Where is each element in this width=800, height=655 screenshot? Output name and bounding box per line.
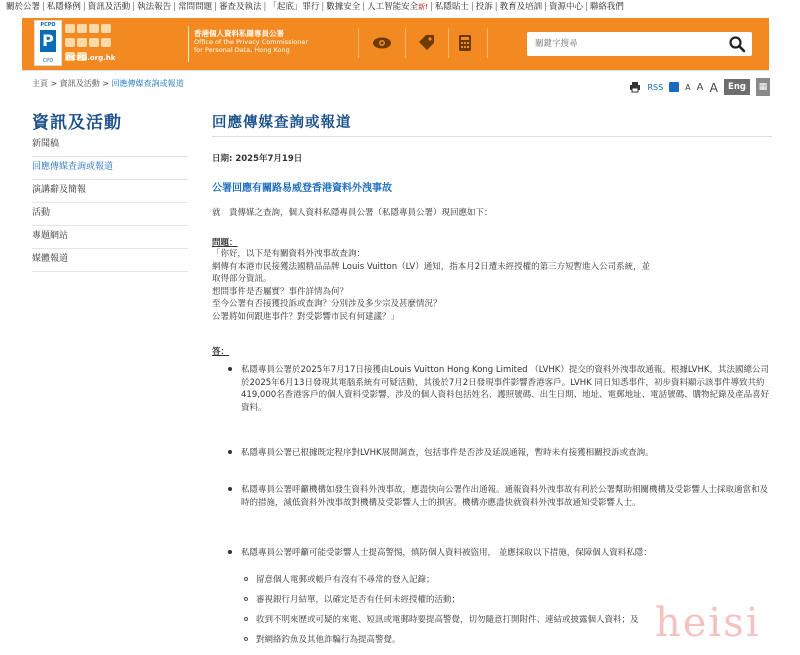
page-title: 回應傳媒查詢或報道 <box>212 115 352 131</box>
top-nav-link[interactable]: 常問問題 <box>178 2 213 12</box>
pcpd-logo[interactable] <box>34 20 122 68</box>
title-divider <box>212 136 772 137</box>
bullet-text: 私隱專員公署已根據既定程序對LVHK展開調查，包括事件是否涉及延誤通報，暫時未有接獲相關投訴或查詢。 <box>241 448 654 458</box>
print-icon[interactable] <box>629 81 641 93</box>
breadcrumb-section[interactable]: 資訊及活動 <box>59 79 100 88</box>
nav-separator: | <box>42 2 45 12</box>
question-line: 至今公署有否接獲投訴或查詢？分別涉及多少宗及甚麼情況？ <box>212 299 442 309</box>
search-box <box>527 32 752 56</box>
question-line: 網傳有本港市民接獲法國精品品牌 Louis Vuitton（LV）通知，指本月2日遭未經授權的第三方短暫進入公司系統，並 <box>212 261 651 272</box>
sub-bullet-dot <box>244 597 248 601</box>
font-size-small-button[interactable]: A <box>685 82 691 92</box>
pcpd-logo-mark <box>34 20 62 66</box>
top-nav-link[interactable]: 私隱條例 <box>46 2 81 12</box>
sidebar-item[interactable]: 媒體報道 <box>32 249 188 272</box>
nav-separator: | <box>263 2 267 12</box>
org-name-en-line2: for Personal Data, Hong Kong <box>194 46 290 54</box>
breadcrumb <box>32 78 184 89</box>
sidebar-item[interactable]: 回應傳媒查詢或報道 <box>32 157 188 180</box>
breadcrumb-separator: > <box>99 79 112 88</box>
font-size-large-button[interactable]: A <box>709 79 719 95</box>
top-nav-link[interactable]: 資源中心 <box>549 2 584 12</box>
top-nav-link[interactable]: 資訊及活動 <box>87 2 131 12</box>
tag-icon[interactable] <box>415 32 437 54</box>
nav-separator: | <box>132 2 136 12</box>
sidebar-item[interactable]: 演講辭及簡報 <box>32 180 188 203</box>
question-line: 公署將如何跟進事件？對受影響市民有何建議？」 <box>212 311 400 322</box>
nav-separator: | <box>494 2 498 12</box>
logo-top-text: PCPD <box>40 22 56 28</box>
grid-menu-icon[interactable]: ▦ <box>756 78 770 96</box>
nav-separator: | <box>470 2 474 12</box>
logo-url: PCPD.org.hk <box>66 54 116 62</box>
top-nav-link[interactable]: 執法報告 <box>137 2 172 12</box>
question-line: 想問事件是否屬實？事件詳情為何？ <box>212 286 349 297</box>
breadcrumb-separator: > <box>48 79 60 88</box>
bullet-dot <box>228 367 232 371</box>
watermark: heisi <box>655 600 761 646</box>
question-line: 取得部分資訊。 <box>212 274 272 284</box>
logo-letter: P <box>40 30 56 52</box>
nav-separator: | <box>214 2 217 12</box>
bullet-text: 私隱專員公署呼籲可能受影響人士提高警惕，慎防個人資料被盜用， 並應採取以下措施，保障個人資料私隱： <box>241 548 652 558</box>
nav-separator: | <box>429 2 433 12</box>
top-nav-link[interactable]: 「起底」罪行 <box>268 2 320 12</box>
bullet-dot <box>228 450 232 454</box>
sub-bullet-dot <box>244 577 248 581</box>
question-text <box>212 248 772 323</box>
sub-bullet-text: 對網絡釣魚及其他詐騙行為提高警覺。 <box>256 635 401 645</box>
language-english-button[interactable]: Eng <box>724 79 750 95</box>
bullet-text: 私隱專員公署呼籲機構如發生資料外洩事故，應盡快向公署作出通報。通報資料外洩事故有利於公署幫助相關機構及受影響人士採取適當和及時的措施，減低資料外洩事故對機構及受影響人士的損害。機構亦應盡快就資料外洩事故通知受影響人士。 <box>241 485 769 508</box>
top-nav-link[interactable]: 聯絡我們 <box>589 2 624 12</box>
banner-divider <box>188 26 189 62</box>
bullet-dot <box>228 550 232 554</box>
breadcrumb-home[interactable]: 主頁 <box>32 79 48 88</box>
nav-separator: | <box>321 2 325 12</box>
banner-separator <box>358 28 359 58</box>
banner-bottom-divider <box>22 70 769 71</box>
answer-label: 答： <box>212 347 230 357</box>
rss-icon[interactable] <box>669 82 679 92</box>
top-navigation <box>0 0 800 14</box>
nav-separator: | <box>585 2 588 12</box>
sidebar-menu <box>32 134 188 272</box>
sub-bullet-text: 審視銀行月結單，以確定是否有任何未經授權的活動； <box>256 595 461 605</box>
top-nav-link[interactable]: 人工智能安全 <box>367 2 419 12</box>
sidebar-item[interactable]: 新聞稿 <box>32 134 188 157</box>
eye-icon[interactable] <box>371 32 393 54</box>
top-nav-link[interactable]: 審查及執法 <box>218 2 262 12</box>
org-name-en-line1: Office of the Privacy Commissioner <box>194 38 309 46</box>
search-icon[interactable] <box>728 35 746 53</box>
breadcrumb-current[interactable]: 回應傳媒查詢或報道 <box>111 79 184 88</box>
bullet-text: 私隱專員公署於2025年7月17日接獲由Louis Vuitton Hong Kong Limited （LVHK）提交的資料外洩事故通報。根據LVHK，其法國總公司於2025年6月13日發現其電腦系統有可疑活動，其後於7月2日發現事件影響香港客戶。LVHK 同日知悉事件，初步資料顯示該事件導致共約419,000名香港客戶的個人資料受影響，涉及的個人資料包括姓名、護照號碼、出生日期、地址、電郵地址、電話號碼、購物紀錄及產品喜好資料。 <box>241 365 770 413</box>
sub-bullet-dot <box>244 637 248 641</box>
header-banner <box>22 18 769 70</box>
new-badge: 新! <box>418 3 428 11</box>
nav-separator: | <box>82 2 86 12</box>
top-nav-link[interactable]: 投訴 <box>475 2 493 12</box>
sub-bullet-dot <box>244 617 248 621</box>
sidebar-title: 資訊及活動 <box>32 113 122 133</box>
sub-bullet-text: 收到不明來歷或可疑的來電、短訊或電郵時要提高警覺，切勿隨意打開附件、連結或披露個人資料；及 <box>256 615 639 625</box>
sub-bullet-text: 留意個人電郵或帳戶有沒有不尋常的登入記錄； <box>256 575 435 585</box>
bullet-dot <box>228 487 232 491</box>
sidebar-item[interactable]: 活動 <box>32 203 188 226</box>
article-headline: 公署回應有關路易威登香港資料外洩事故 <box>212 183 392 194</box>
article-date: 日期: 2025年7月19日 <box>212 154 303 164</box>
top-nav-link[interactable]: 私隱貼士 <box>434 2 469 12</box>
sidebar-item[interactable]: 專題網站 <box>32 226 188 249</box>
top-nav-link[interactable]: 教育及培訓 <box>499 2 543 12</box>
article-intro: 就 貴傳媒之查詢，個人資料私隱專員公署（私隱專員公署）現回應如下： <box>212 208 493 218</box>
search-input[interactable] <box>535 36 715 52</box>
nav-separator: | <box>173 2 177 12</box>
question-line: 「你好，以下是有關資料外洩事故查詢： <box>212 249 366 259</box>
top-nav-link[interactable]: 關於公署 <box>6 2 41 12</box>
calculator-icon[interactable] <box>454 32 476 54</box>
banner-separator <box>487 28 488 58</box>
page-tools <box>629 78 770 96</box>
banner-separator <box>448 28 449 58</box>
font-size-medium-button[interactable]: A <box>696 81 704 93</box>
banner-separator <box>405 28 406 58</box>
question-label: 問題： <box>212 238 238 248</box>
nav-separator: | <box>544 2 547 12</box>
logo-bottom-text: CPD <box>42 58 54 64</box>
org-name-zh: 香港個人資料私隱專員公署 <box>194 29 284 38</box>
rss-link[interactable]: RSS <box>647 82 664 92</box>
logo-feature-icons <box>64 23 122 51</box>
organisation-name <box>194 30 344 54</box>
top-nav-link[interactable]: 數據安全 <box>326 2 361 12</box>
nav-separator: | <box>362 2 366 12</box>
